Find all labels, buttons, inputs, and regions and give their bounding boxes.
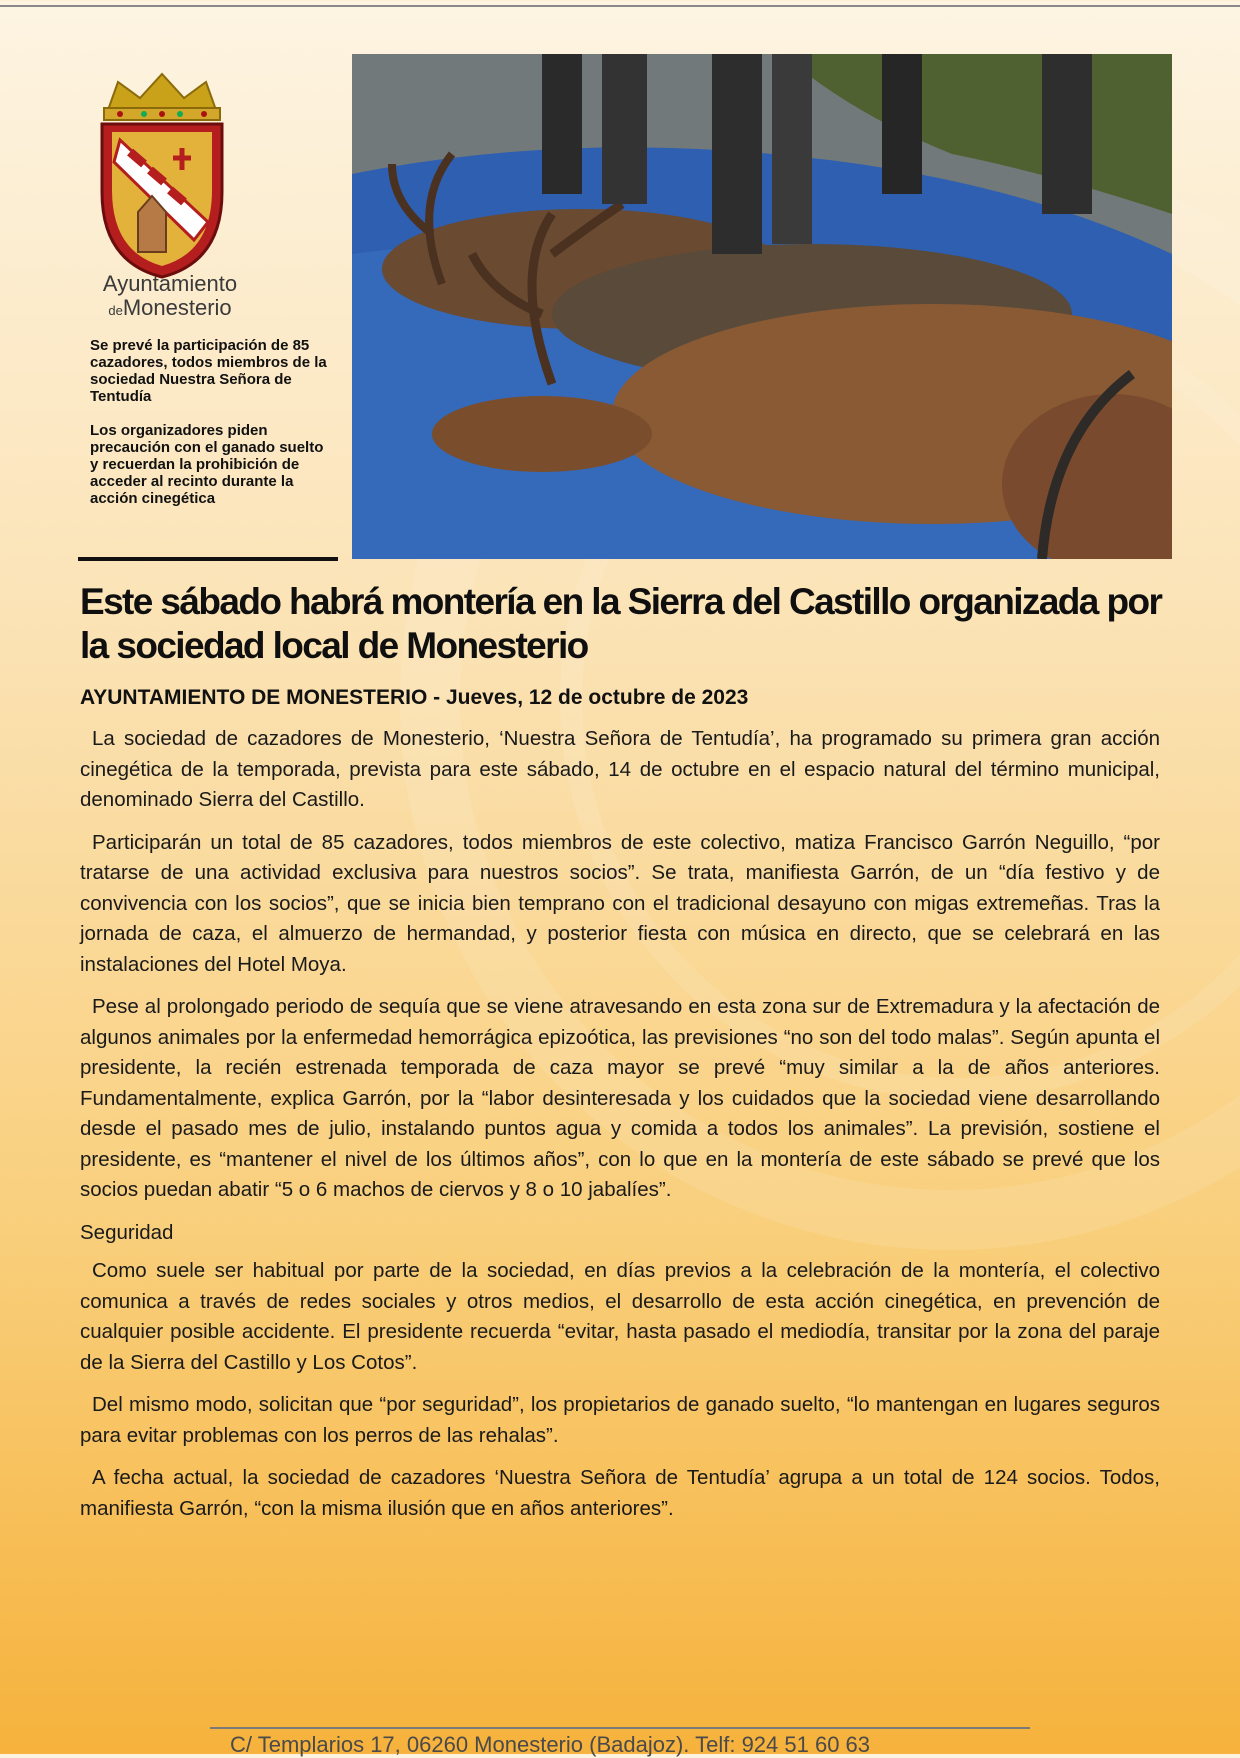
article-paragraph: A fecha actual, la sociedad de cazadores ‘Nuestra Señora de Tentudía’ agrupa a un total de 124 socios. Todos, manifiesta Garrón, “con la misma ilusión que en años anteriores”. xyxy=(80,1466,1160,1520)
article-headline: Este sábado habrá montería en la Sierra del Castillo organizada por la sociedad local de Monesterio xyxy=(80,581,1162,666)
article-paragraph: Pese al prolongado periodo de sequía que se viene atravesando en esta zona sur de Extremadura y la afectación de algunos animales por la enfermedad hemorrágica epizoótica, las previsiones “no son del todo malas”. Según apunta el presidente, la recién estrenada temporada de caza mayor se prevé “muy similar a la de años anteriores. Fundamentalmente, explica Garrón, por la “labor desinteresada y los cuidados que la sociedad viene desarrollando desde el pasado mes de julio, instalando puntos agua y comida a todos los animales”. La previsión, sostiene el presidente, es “mantener el nivel de los últimos años”, con lo que en la montería de este sábado se prevé que los socios puedan abatir “5 o 6 machos de ciervos y 8 o 10 jabalíes”. xyxy=(80,995,1160,1201)
sidebar-divider xyxy=(78,557,338,561)
article-body xyxy=(80,724,1160,1536)
article-subhead: Seguridad xyxy=(80,1220,174,1244)
article-byline: AYUNTAMIENTO DE MONESTERIO - Jueves, 12 de octubre de 2023 xyxy=(80,686,749,709)
logo-name-prefix: de xyxy=(108,303,123,318)
top-rule xyxy=(0,5,1240,7)
article-paragraph: La sociedad de cazadores de Monesterio, ‘Nuestra Señora de Tentudía’, ha programado su primera gran acción cinegética de la temporada, prevista para este sábado, 14 de octubre en el espacio natural del término municipal, denominado Sierra del Castillo. xyxy=(80,727,1160,811)
article-paragraph: Del mismo modo, solicitan que “por seguridad”, los propietarios de ganado suelto, “lo mantengan en lugares seguros para evitar problemas con los perros de las rehalas”. xyxy=(80,1393,1160,1447)
logo-wordmark xyxy=(80,272,260,323)
sidebar-blurb-participation: Se prevé la participación de 85 cazadores, todos miembros de la sociedad Nuestra Señora de Tentudía xyxy=(90,337,327,405)
sidebar-blurb-precaution: Los organizadores piden precaución con el ganado suelto y recuerdan la prohibición de acceder al recinto durante la acción cinegética xyxy=(90,422,324,507)
footer-address: C/ Templarios 17, 06260 Monesterio (Badajoz). Telf: 924 51 60 63 xyxy=(230,1732,871,1757)
footer-divider xyxy=(210,1727,1030,1729)
article-paragraph: Como suele ser habitual por parte de la sociedad, en días previos a la celebración de la montería, el colectivo comunica a través de redes sociales y otros medios, el desarrollo de esta acción cinegética, en prevención de cualquier posible accidente. El presidente recuerda “evitar, hasta pasado el mediodía, transitar por la zona del paraje de la Sierra del Castillo y Los Cotos”. xyxy=(80,1259,1160,1374)
article-photo xyxy=(352,54,1172,559)
logo-name-line2: Monesterio xyxy=(122,295,232,320)
article-paragraph: Participarán un total de 85 cazadores, todos miembros de este colectivo, matiza Francisco Garrón Neguillo, “por tratarse de una actividad exclusiva para nuestros socios”. Se trata, manifiesta Garrón, de un “día festivo y de convivencia con los socios”, que se inicia bien temprano con el tradicional desayuno con migas extremeñas. Tras la jornada de caza, el almuerzo de hermandad, y posterior fiesta con música en directo, que se celebrará en las instalaciones del Hotel Moya. xyxy=(80,830,1160,976)
logo-name-line1: Ayuntamiento xyxy=(102,271,238,296)
